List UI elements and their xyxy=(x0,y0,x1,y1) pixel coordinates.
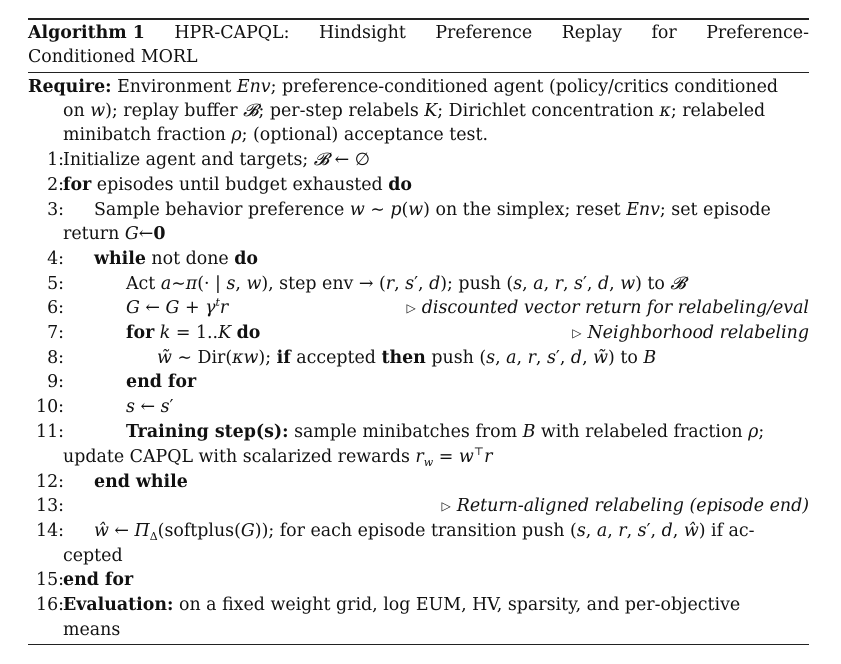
step-6: 6: G ← $G + \gamma^tr$ ▷ discounted vector return for relabeling/eval xyxy=(28,296,809,320)
step-10: 10: s ← s′ xyxy=(36,397,174,417)
algorithm-title: Algorithm 1 HPR-CAPQL: Hindsight Preference Replay for Preference- xyxy=(28,23,809,43)
require-line1: Require: Environment Env; preference-conditioned agent (policy/critics conditioned xyxy=(28,77,779,97)
top-rule xyxy=(28,18,809,20)
require-line3: minibatch fraction ρ; (optional) acceptance test. xyxy=(63,125,488,145)
step-3-cont: return G←0 xyxy=(63,224,166,244)
comment-step-13: ▷ Return-aligned relabeling (episode end) xyxy=(441,496,809,516)
algorithm-label: Algorithm 1 xyxy=(28,23,145,43)
step-9: 9: end for xyxy=(47,372,197,392)
step-12: 12: end while xyxy=(36,472,188,492)
step-5: 5: Act a∼π(· | s, w), step env → (r, s′, d); push (s, a, r, s′, d, w) to 𝓑 xyxy=(47,274,686,294)
algorithm-box xyxy=(28,0,809,664)
step-16-cont: means xyxy=(63,620,121,640)
step-14: 14: ŵ ← $\Pi_\Delta(softplus(G))$; for each episode transition push (s, a, r, s′, d, ŵ) if ac- xyxy=(36,521,755,543)
comment-step-7: ▷ Neighborhood relabeling xyxy=(572,323,809,343)
header-rule xyxy=(28,72,809,73)
comment-step-6: ▷ discounted vector return for relabeling/eval xyxy=(406,298,809,318)
step-15: 15: end for xyxy=(36,570,134,590)
step-14-cont: cepted xyxy=(63,546,123,566)
step-16: 16: Evaluation: on a fixed weight grid, log EUM, HV, sparsity, and per-objective xyxy=(36,595,741,615)
step-13: 13: ▷ Return-aligned relabeling (episode end) xyxy=(28,494,809,518)
step-7: 7: for k = 1..K do ▷ Neighborhood relabeling xyxy=(28,321,809,345)
require-line2: on w); replay buffer 𝓑; per-step relabels K; Dirichlet concentration κ; relabeled xyxy=(63,101,766,121)
step-11: 11: Training step(s): sample minibatches from B with relabeled fraction ρ; xyxy=(36,422,765,442)
step-1: 1: Initialize agent and targets; 𝓑 ← ∅ xyxy=(47,150,370,170)
step-3: 3: Sample behavior preference w ∼ p(w) on the simplex; reset Env; set episode xyxy=(47,200,771,220)
require-label: Require: xyxy=(28,77,112,97)
step-11-cont: update CAPQL with scalarized rewards $r_w = w^⊤r$ xyxy=(63,445,493,469)
step-8: 8: w̃ ∼ Dir(κw); if accepted then push (s, a, r, s′, d, w̃) to B xyxy=(47,348,657,368)
step-4: 4: while not done do xyxy=(47,249,259,269)
step-2: 2: for episodes until budget exhausted do xyxy=(47,175,412,195)
bottom-rule xyxy=(28,644,809,645)
algorithm-title-line2: Conditioned MORL xyxy=(28,47,198,67)
